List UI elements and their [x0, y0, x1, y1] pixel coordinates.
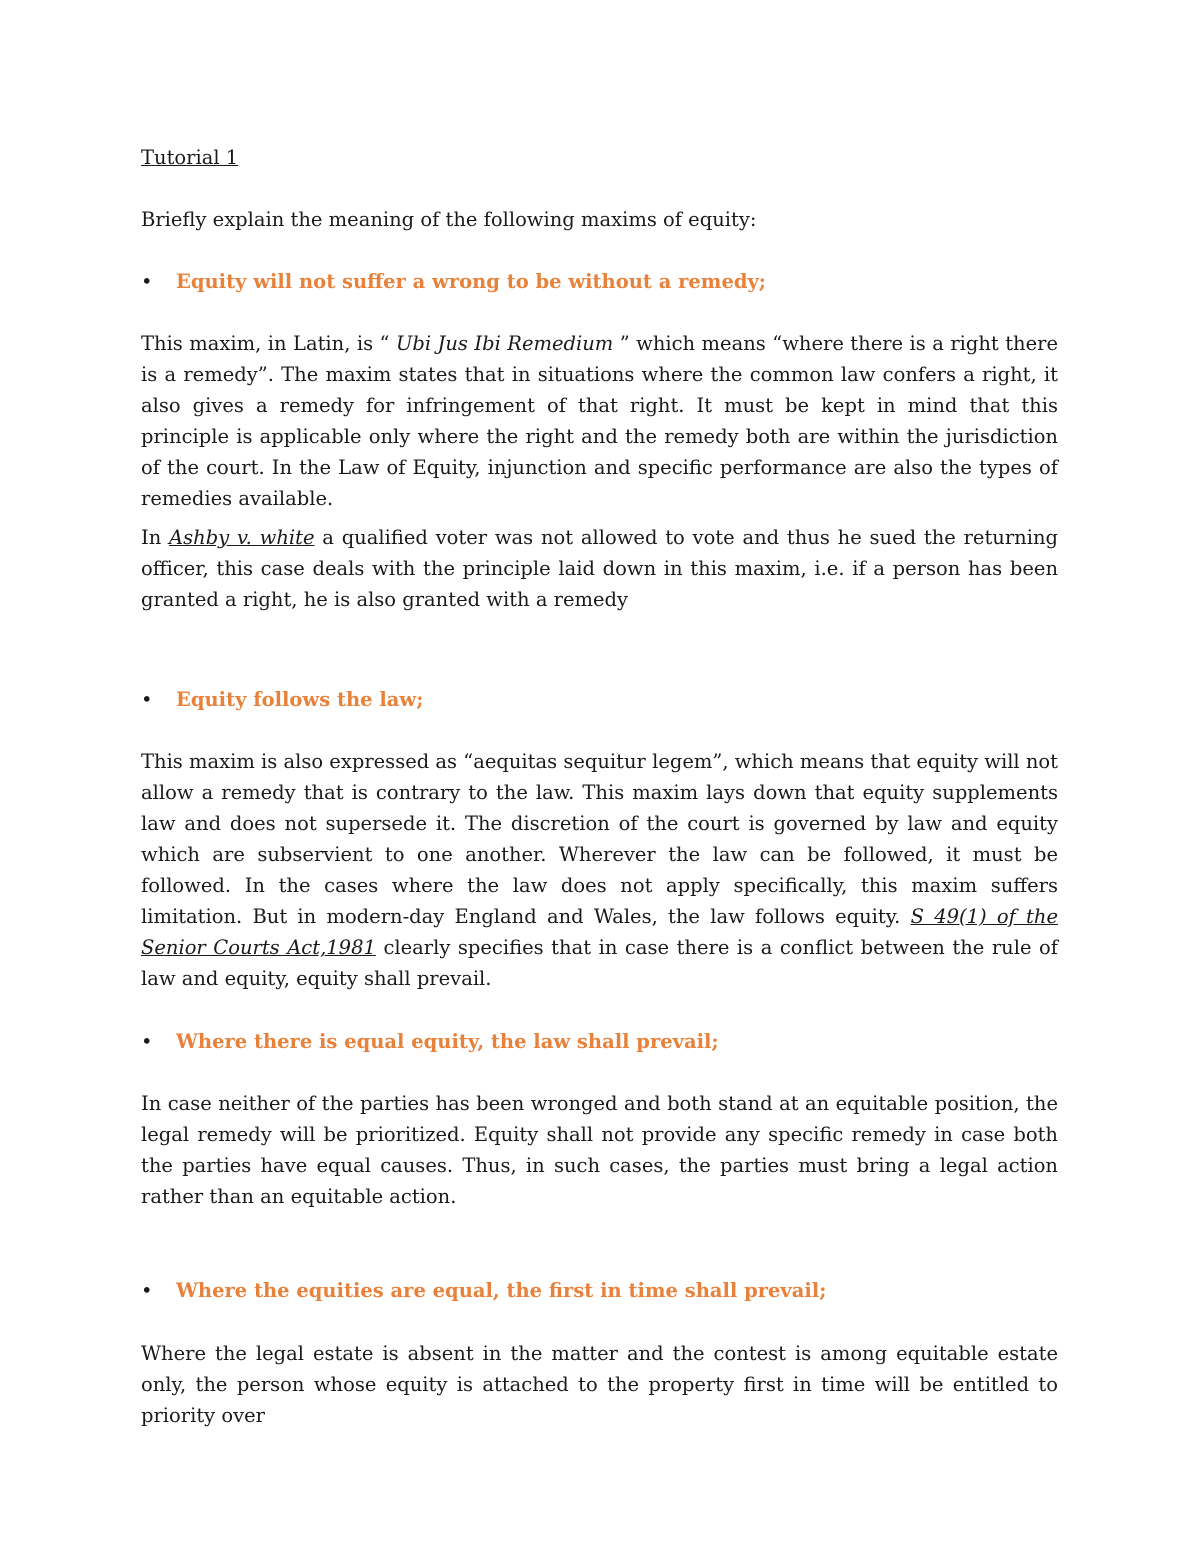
section-2-paragraph-1	[141, 746, 1058, 994]
bullet-icon: •	[141, 1030, 153, 1053]
maxim-heading-text: Where the equities are equal, the first in time shall prevail;	[176, 1279, 827, 1302]
text-run: clearly specifies that in case there is a conflict between the rule of law and equity, equity shall prevail.	[141, 936, 1059, 990]
maxim-heading-text: Equity follows the law;	[176, 688, 424, 711]
document-title: Tutorial 1	[141, 146, 239, 169]
bullet-icon: •	[141, 688, 153, 711]
text-run: This maxim is also expressed as “aequitas sequitur legem”, which means that equity will not allow a remedy that is contrary to the law. This maxim lays down that equity supplements law and does not supersede it. The discretion of the court is governed by law and equity which are subservient to one another. Wherever the law can be followed, it must be followed. In the cases where the law does not apply specifically, this maxim suffers limitation. But in modern-day England and Wales, the law follows equity.	[141, 750, 1058, 928]
maxim-heading-3	[141, 1026, 719, 1057]
maxim-heading-2	[141, 684, 423, 715]
intro-text: Briefly explain the meaning of the following maxims of equity:	[141, 208, 757, 231]
bullet-icon: •	[141, 270, 153, 293]
text-run: In	[141, 526, 170, 549]
bullet-icon: •	[141, 1279, 153, 1302]
statute-citation: S 49(1) of the Senior Courts Act,1981	[141, 905, 1058, 959]
maxim-heading-1	[141, 266, 766, 297]
maxim-heading-4	[141, 1275, 826, 1306]
maxim-heading-text: Equity will not suffer a wrong to be without a remedy;	[176, 270, 767, 293]
section-4-paragraph-1: Where the legal estate is absent in the matter and the contest is among equitable estate only, the person whose equity is attached to the property first in time will be entitled to priority over	[141, 1342, 1058, 1427]
section-1-paragraph-2	[141, 522, 1058, 615]
latin-maxim: Ubi Jus Ibi Remedium	[395, 332, 614, 355]
section-3-paragraph-1: In case neither of the parties has been wronged and both stand at an equitable position, the legal remedy will be prioritized. Equity shall not provide any specific remedy in case both the parties have equal causes. Thus, in such cases, the parties must bring a legal action rather than an equitable action.	[141, 1092, 1058, 1208]
maxim-heading-text: Where there is equal equity, the law shall prevail;	[176, 1030, 719, 1053]
text-run: This maxim, in Latin, is “	[141, 332, 396, 355]
case-citation: Ashby v. white	[169, 526, 315, 549]
section-1-paragraph-1	[141, 328, 1058, 514]
text-run: a qualified voter was not allowed to vote and thus he sued the returning officer, this case deals with the principle laid down in this maxim, i.e. if a person has been granted a right, he is also granted with a remedy	[141, 526, 1058, 611]
text-run: ” which means “where there is a right there is a remedy”. The maxim states that in situations where the common law confers a right, it also gives a remedy for infringement of that right. It must be kept in mind that this principle is applicable only where the right and the remedy both are within the jurisdiction of the court. In the Law of Equity, injunction and specific performance are also the types of remedies available.	[141, 332, 1058, 510]
